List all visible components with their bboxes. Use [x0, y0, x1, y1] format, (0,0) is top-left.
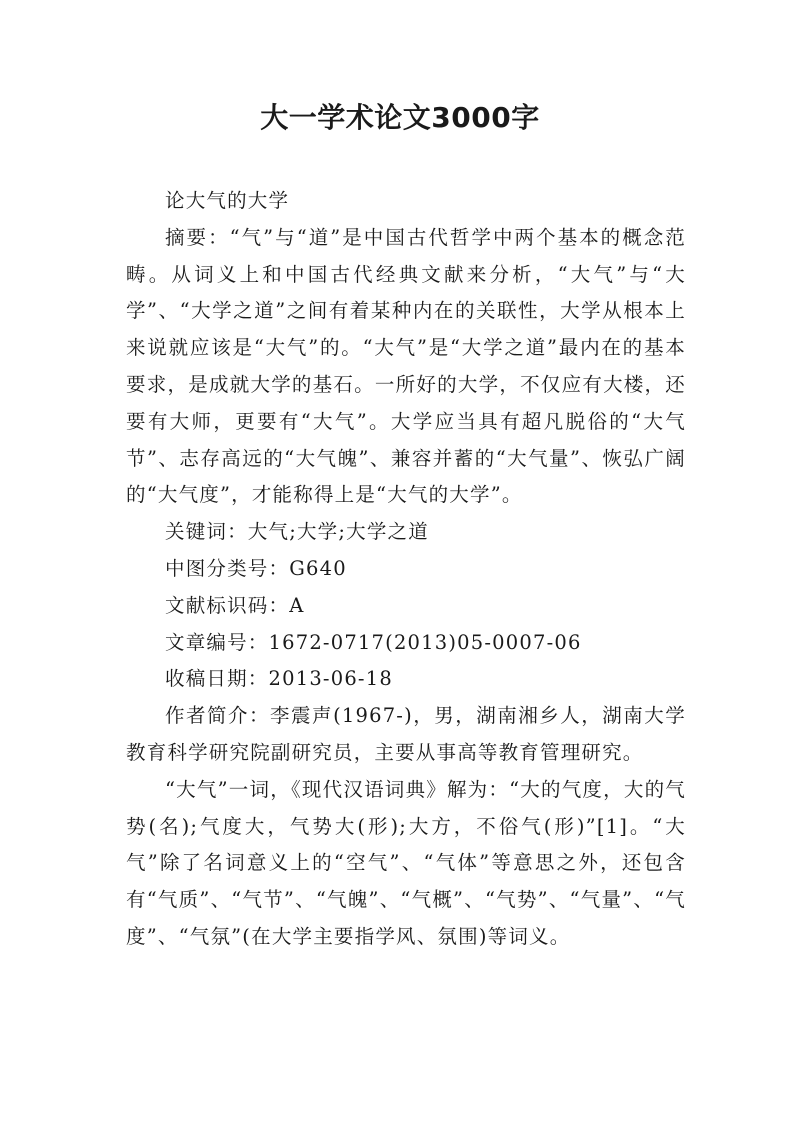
- document-body: [126, 183, 686, 956]
- article-title: 论大气的大学: [165, 189, 290, 212]
- abstract-paragraph: 摘要：“气”与“道”是中国古代哲学中两个基本的概念范畴。从词义上和中国古代经典文献来分析，“大气”与“大学”、“大学之道”之间有着某种内在的关联性，大学从根本上来说就应该是“大气”的。“大气”是“大学之道”最内在的基本要求，是成就大学的基石。一所好的大学，不仅应有大楼，还要有大师，更要有“大气”。大学应当具有超凡脱俗的“大气节”、志存高远的“大气魄”、兼容并蓄的“大气量”、恢弘广阔的“大气度”，才能称得上是“大气的大学”。: [126, 225, 686, 507]
- body-paragraph: “大气”一词，《现代汉语词典》解为：“大的气度，大的气势(名);气度大，气势大(形);大方，不俗气(形)”[1]。“大气”除了名词意义上的“空气”、“气体”等意思之外，还包含有“气质”、“气节”、“气魄”、“气概”、“气势”、“气量”、“气度”、“气氛”(在大学主要指学风、氛围)等词义。: [126, 777, 686, 948]
- classification-line: 中图分类号：G640: [165, 556, 347, 580]
- document-title: 大一学术论文3000字: [260, 101, 540, 134]
- document-code-line: 文献标识码：A: [165, 593, 305, 617]
- keywords-line: 关键词：大气;大学;大学之道: [165, 520, 429, 544]
- author-bio-paragraph: 作者简介：李震声(1967-)，男，湖南湘乡人，湖南大学教育科学研究院副研究员，主要从事高等教育管理研究。: [126, 704, 686, 764]
- article-number-line: 文章编号：1672-0717(2013)05-0007-06: [165, 630, 582, 654]
- received-date-line: 收稿日期：2013-06-18: [165, 667, 393, 691]
